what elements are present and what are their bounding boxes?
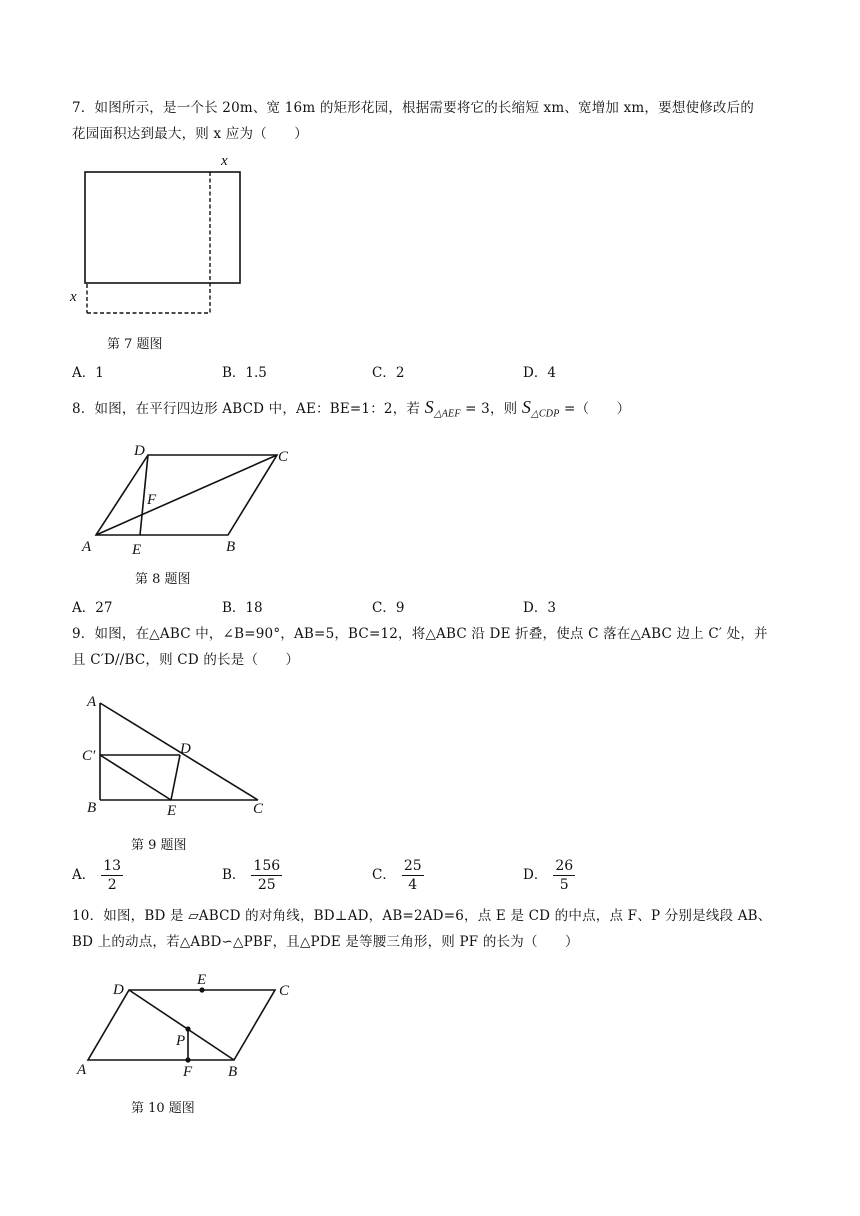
figure8-label-b: B [226, 539, 236, 555]
question-7-figure [66, 150, 256, 322]
figure10-label-c: C [279, 983, 290, 999]
question-10-text [72, 903, 802, 955]
figure8-label-e: E [132, 542, 142, 558]
option-value: 18 [245, 600, 263, 616]
figure10-label-a: A [77, 1062, 87, 1078]
figure9-label-b: B [87, 800, 97, 816]
option-value: 4 [547, 365, 556, 381]
option-value: 27 [95, 600, 113, 616]
area-equals-2: =（ ） [559, 401, 631, 417]
figure10-label-b: B [228, 1064, 238, 1080]
question-8-text [72, 394, 802, 428]
question-8-option-c: C．9 [372, 600, 405, 616]
figure8-label-f: F [147, 492, 157, 508]
question-7-text [72, 95, 802, 147]
question-9-text [72, 621, 802, 673]
area-subscript-2: △CDP [531, 408, 560, 420]
option-value: 3 [547, 600, 556, 616]
question-7-line-2: 花园面积达到最大，则 x 应为（ ） [72, 126, 308, 142]
question-8-option-d: D．3 [523, 600, 556, 616]
fraction: $\frac{25}{4}$ [403, 858, 422, 893]
fraction: $\frac{26}{5}$ [555, 858, 574, 893]
question-9-option-a: A． $\frac{13}{2}$ [72, 858, 122, 893]
figure7-label-left-x: x [70, 289, 77, 305]
question-10-caption: 第 10 题图 [131, 1101, 195, 1116]
question-7-option-c: C．2 [372, 365, 405, 381]
option-value: 1 [95, 365, 104, 381]
question-8-caption: 第 8 题图 [135, 572, 191, 587]
option-value: 9 [395, 600, 405, 616]
question-9-figure [72, 686, 282, 820]
figure9-label-c: C [253, 801, 264, 817]
figure8-label-c: C [278, 449, 289, 465]
option-value: 1.5 [245, 365, 267, 381]
figure10-label-f: F [183, 1064, 193, 1080]
figure9-label-c-prime: C′ [82, 748, 96, 764]
option-value: 2 [395, 365, 405, 381]
figure9-label-e: E [167, 803, 177, 819]
fraction: $\frac{156}{25}$ [253, 858, 281, 893]
figure8-label-a: A [82, 539, 92, 555]
question-9-option-c: C． $\frac{25}{4}$ [372, 858, 422, 893]
question-7-option-a: A．1 [72, 365, 104, 381]
question-7-option-d: D．4 [523, 365, 556, 381]
figure10-label-d: D [113, 982, 124, 998]
question-9-option-b: B． $\frac{156}{25}$ [222, 858, 281, 893]
question-7-caption: 第 7 题图 [107, 337, 163, 352]
question-8-option-a: A．27 [72, 600, 113, 616]
fraction: $\frac{13}{2}$ [103, 858, 122, 893]
question-8-option-b: B．18 [222, 600, 263, 616]
question-9-option-d: D． $\frac{26}{5}$ [523, 858, 574, 893]
figure8-label-d: D [134, 443, 145, 459]
question-8-figure [72, 438, 302, 560]
question-8-prefix: 8．如图，在平行四边形 ABCD 中，AE：BE=1：2，若 [72, 401, 421, 417]
question-7-line-1: 7．如图所示，是一个长 20m、宽 16m 的矩形花园，根据需要将它的长缩短 xm、宽增加 xm，要想使修改后的 [72, 100, 755, 116]
area-symbol-1: S [424, 397, 434, 417]
question-7-option-b: B．1.5 [222, 365, 267, 381]
figure10-label-e: E [197, 972, 207, 988]
figure9-label-a: A [87, 694, 97, 710]
question-10-line-2: BD 上的动点，若△ABD∽△PBF，且△PDE 是等腰三角形，则 PF 的长为（ ） [72, 934, 579, 950]
figure7-label-top-x: x [221, 153, 228, 169]
area-symbol-2: S [521, 397, 532, 417]
figure9-label-d: D [180, 741, 191, 757]
question-9-line-1: 9．如图，在△ABC 中，∠B=90°，AB=5，BC=12，将△ABC 沿 DE 折叠，使点 C 落在△ABC 边上 C′ 处，并 [72, 626, 768, 642]
question-10-figure [72, 968, 302, 1086]
area-equals-1: = 3，则 [460, 401, 522, 417]
question-9-line-2: 且 C′D//BC，则 CD 的长是（ ） [72, 652, 300, 668]
question-10-line-1: 10．如图，BD 是 ▱ABCD 的对角线，BD⊥AD，AB=2AD=6，点 E 是 CD 的中点，点 F、P 分别是线段 AB、 [72, 908, 772, 924]
area-subscript-1: △AEF [433, 408, 461, 420]
question-9-caption: 第 9 题图 [131, 838, 187, 853]
figure10-label-p: P [176, 1033, 186, 1049]
